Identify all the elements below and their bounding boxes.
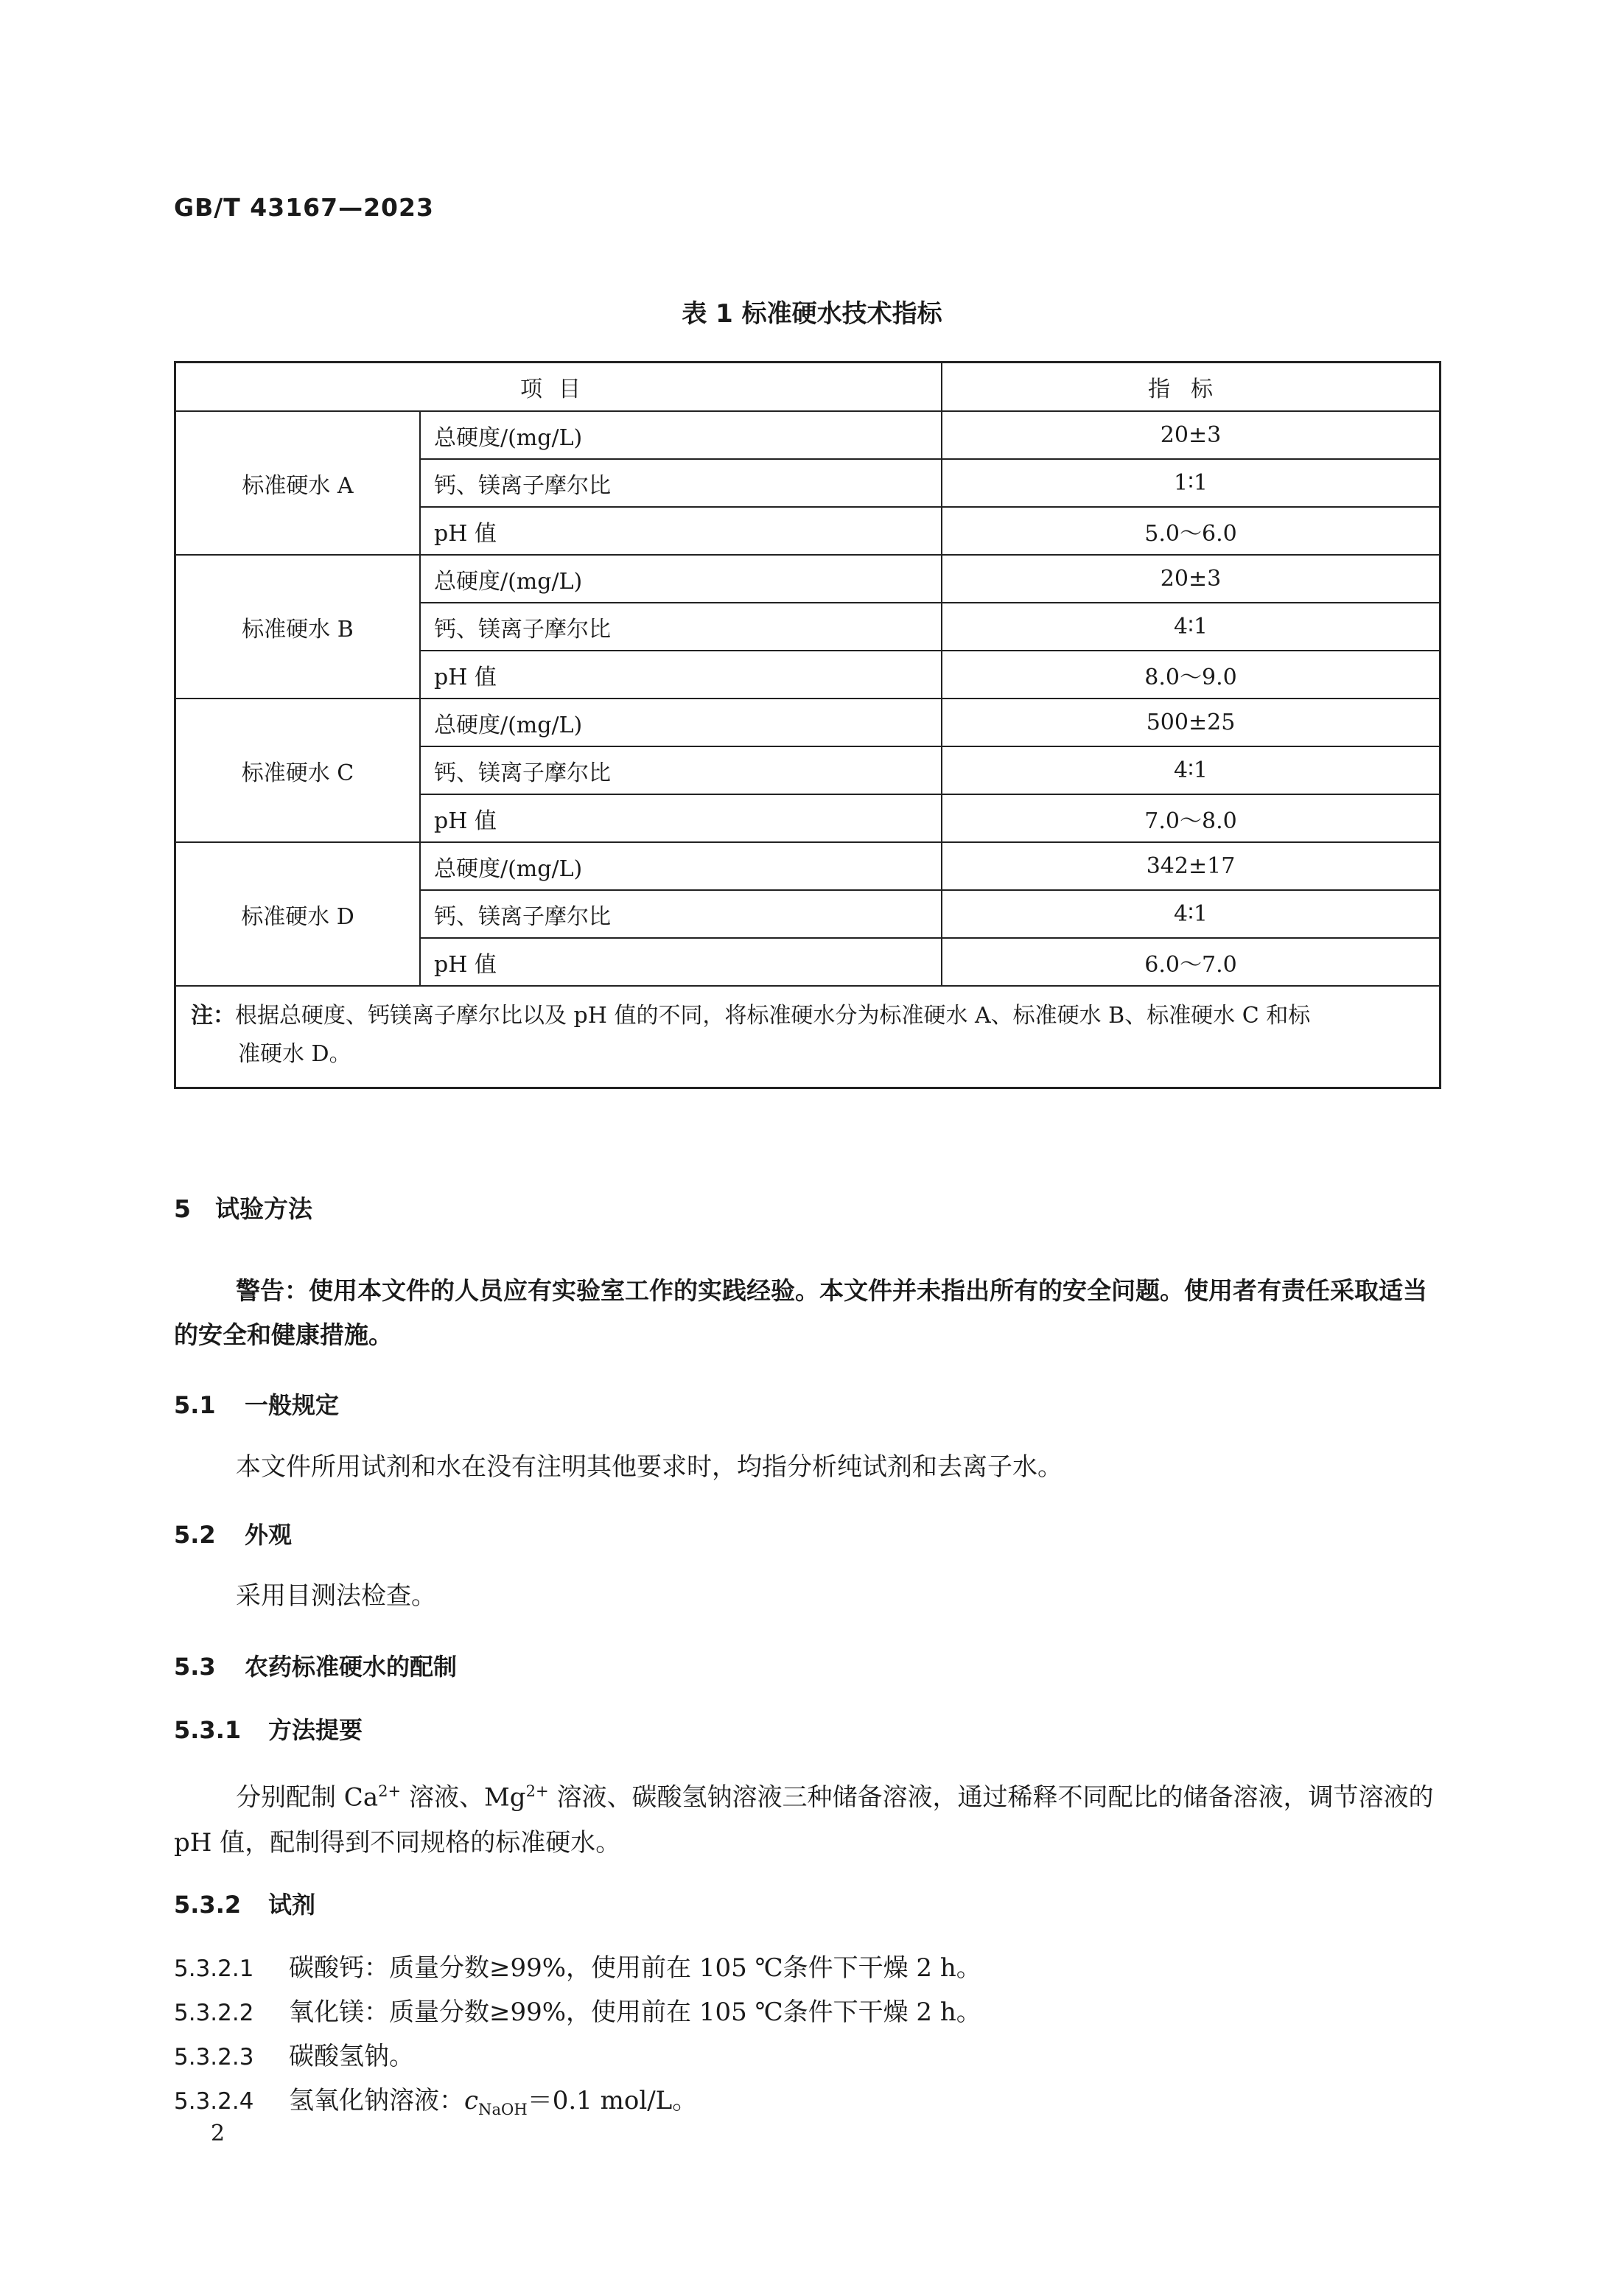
row-value: 8.0～9.0 [942, 651, 1441, 699]
table-title: 表 1 标准硬水技术指标 [682, 299, 942, 329]
reagent-number: 5.3.2.2 [174, 2000, 254, 2026]
ca-charge: 2+ [378, 1782, 402, 1800]
table-note [175, 986, 1441, 1088]
reagent-text: 碳酸氢钠。 [289, 2042, 414, 2071]
section-number: 5.2 [174, 1521, 216, 1549]
reagent-number: 5.3.2.1 [174, 1956, 254, 1982]
section-title: 方法提要 [268, 1716, 363, 1744]
table-note-row [175, 986, 1441, 1088]
row-item: 钙、镁离子摩尔比 [420, 459, 942, 507]
section-5-3-1-heading [174, 1712, 363, 1746]
row-item: 钙、镁离子摩尔比 [420, 603, 942, 651]
general-rules-text: 本文件所用试剂和水在没有注明其他要求时，均指分析纯试剂和去离子水。 [236, 1452, 1063, 1482]
group-name: 标准硬水 A [175, 411, 421, 555]
reagent-item [174, 1945, 1441, 1992]
row-value: 20±3 [942, 555, 1441, 603]
row-value: 7.0～8.0 [942, 794, 1441, 842]
table-header-row [175, 363, 1441, 412]
group-name: 标准硬水 B [175, 555, 421, 699]
appearance-text: 采用目测法检查。 [236, 1581, 436, 1611]
section-5-3-heading [174, 1648, 457, 1682]
row-value: 6.0～7.0 [942, 938, 1441, 986]
group-name: 标准硬水 D [175, 842, 421, 986]
row-item: pH 值 [420, 794, 942, 842]
row-value: 4∶1 [942, 890, 1441, 938]
header-indicator: 指标 [942, 363, 1441, 412]
method-text-1: 分别配制 Ca [236, 1782, 379, 1813]
group-name: 标准硬水 C [175, 699, 421, 842]
section-title: 一般规定 [245, 1391, 340, 1419]
table-row [175, 411, 1441, 459]
note-label: 注： [191, 1003, 235, 1029]
row-item: 总硬度/(mg/L) [420, 842, 942, 890]
mg-charge: 2+ [525, 1782, 549, 1800]
section-number: 5.3 [174, 1653, 216, 1681]
table-row [175, 555, 1441, 603]
section-5-3-2-heading [174, 1886, 315, 1920]
section-title: 外观 [245, 1521, 293, 1549]
row-value: 342±17 [942, 842, 1441, 890]
reagent-text: 氧化镁：质量分数≥99%，使用前在 105 ℃条件下干燥 2 h。 [289, 1998, 981, 2027]
table-row [175, 699, 1441, 746]
row-item: 钙、镁离子摩尔比 [420, 890, 942, 938]
section-5-1-heading [174, 1387, 339, 1421]
reagent-number: 5.3.2.4 [174, 2088, 254, 2115]
row-value: 20±3 [942, 411, 1441, 459]
document-code: GB/T 43167—2023 [174, 193, 434, 222]
concentration-symbol: c [464, 2086, 479, 2115]
method-text-3: 溶液、碳酸氢钠溶液三种储备溶液，通过稀释不同配比的储备溶液，调节溶液的 pH 值，配制得到不同规格的标准硬水。 [174, 1782, 1434, 1858]
table-row [175, 842, 1441, 890]
section-number: 5.3.2 [174, 1891, 242, 1919]
reagent-item [174, 2078, 1441, 2132]
reagent-number: 5.3.2.3 [174, 2044, 254, 2070]
row-item: pH 值 [420, 507, 942, 555]
section-title: 试剂 [268, 1891, 316, 1919]
row-item: pH 值 [420, 938, 942, 986]
row-value: 4∶1 [942, 746, 1441, 794]
section-number: 5.1 [174, 1391, 216, 1419]
reagent-item [174, 2034, 1441, 2080]
note-line-2: 准硬水 D。 [238, 1041, 351, 1067]
spec-table [174, 361, 1441, 1089]
reagent-item [174, 1989, 1441, 2036]
row-value: 500±25 [942, 699, 1441, 746]
row-item: 钙、镁离子摩尔比 [420, 746, 942, 794]
section-title: 农药标准硬水的配制 [245, 1653, 458, 1681]
section-number: 5 [174, 1194, 191, 1223]
row-item: 总硬度/(mg/L) [420, 411, 942, 459]
row-item: pH 值 [420, 651, 942, 699]
reagent-text: 碳酸钙：质量分数≥99%，使用前在 105 ℃条件下干燥 2 h。 [289, 1953, 981, 1983]
warning-paragraph: 警告：使用本文件的人员应有实验室工作的实践经验。本文件并未指出所有的安全问题。使用者有责任采取适当的安全和健康措施。 [174, 1276, 1427, 1349]
header-item: 项目 [175, 363, 942, 412]
row-item: 总硬度/(mg/L) [420, 699, 942, 746]
section-number: 5.3.1 [174, 1716, 242, 1744]
section-5-2-heading [174, 1516, 292, 1550]
concentration-value: ＝0.1 mol/L。 [527, 2086, 698, 2115]
method-text-2: 溶液、Mg [401, 1782, 526, 1813]
page-number: 2 [211, 2121, 225, 2146]
row-value: 4∶1 [942, 603, 1441, 651]
row-value: 5.0～6.0 [942, 507, 1441, 555]
note-line-1: 根据总硬度、钙镁离子摩尔比以及 pH 值的不同，将标准硬水分为标准硬水 A、标准硬水 B、标准硬水 C 和标 [235, 1003, 1311, 1029]
reagent-text: 氢氧化钠溶液： [289, 2086, 464, 2115]
concentration-subscript: NaOH [478, 2099, 528, 2118]
method-summary-text [174, 1768, 1441, 1866]
row-item: 总硬度/(mg/L) [420, 555, 942, 603]
section-5-heading [174, 1190, 312, 1225]
row-value: 1∶1 [942, 459, 1441, 507]
section-title: 试验方法 [215, 1194, 312, 1223]
